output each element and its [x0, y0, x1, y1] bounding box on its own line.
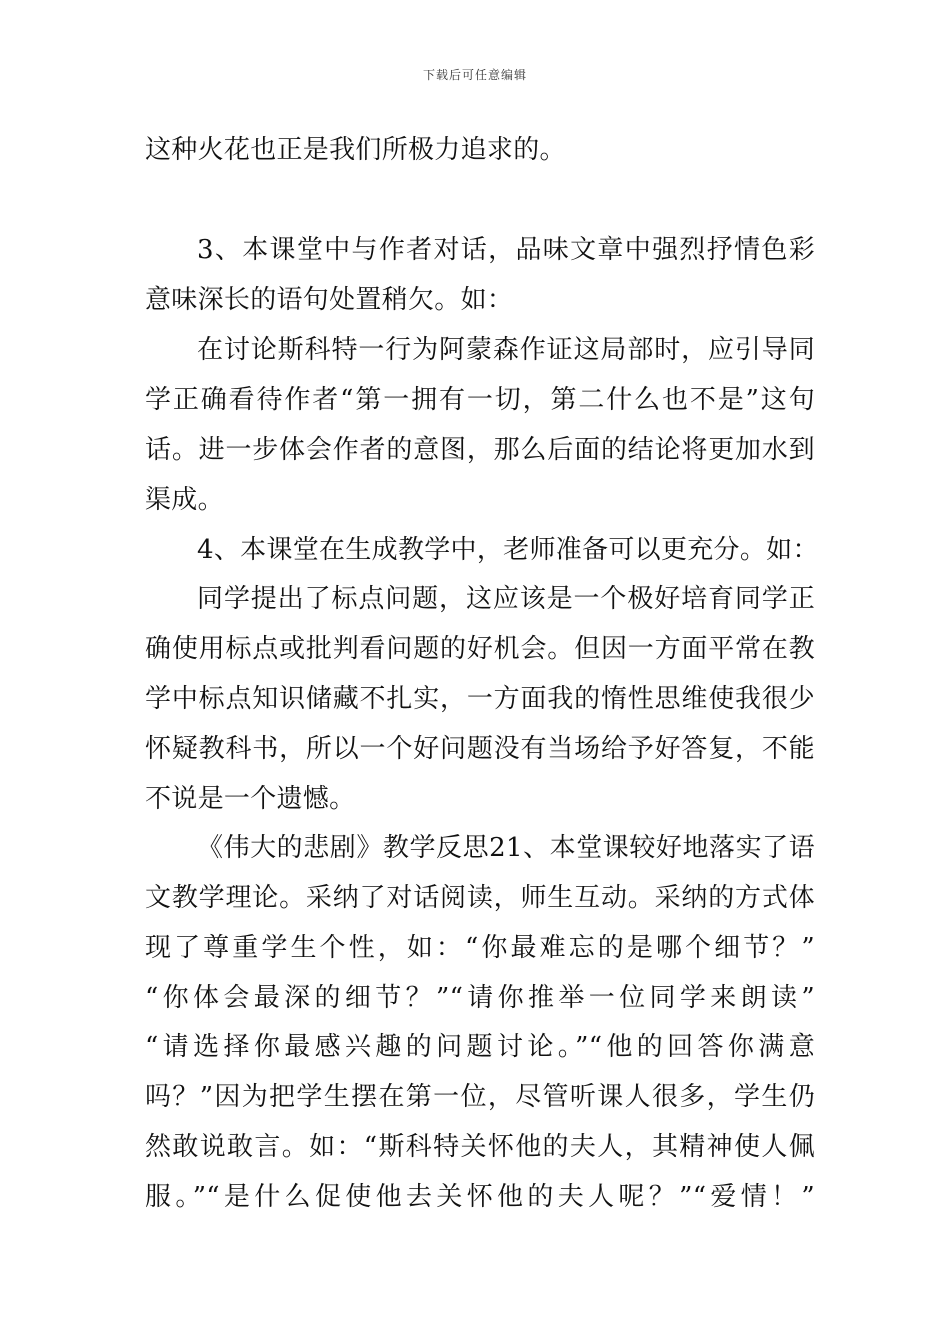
text-line: 在讨论斯科特一行为阿蒙森作证这局部时，应引导同	[197, 335, 815, 365]
text-line: 确使用标点或批判看问题的好机会。但因一方面平常在教	[145, 634, 815, 664]
text-line: 同学提出了标点问题，这应该是一个极好培育同学正	[197, 584, 815, 614]
text-line: 怀疑教科书，所以一个好问题没有当场给予好答复，不能	[145, 734, 815, 764]
text-line: 渠成。	[145, 485, 224, 515]
text-line: 3、本课堂中与作者对话，品味文章中强烈抒情色彩	[197, 235, 815, 265]
text-line: 服。”“是什么促使他去关怀他的夫人呢？”“爱情！”	[145, 1182, 815, 1212]
text-line: 《伟大的悲剧》教学反思21、本堂课较好地落实了语	[197, 833, 815, 863]
text-line: 4、本课堂在生成教学中，老师准备可以更充分。如：	[197, 535, 819, 565]
text-line: 然敢说敢言。如：“斯科特关怀他的夫人，其精神使人佩	[145, 1132, 815, 1162]
text-line: 现了尊重学生个性，如：“你最难忘的是哪个细节？”	[145, 933, 815, 963]
text-line: 文教学理论。采纳了对话阅读，师生互动。采纳的方式体	[145, 883, 815, 913]
text-line: 这种火花也正是我们所极力追求的。	[145, 135, 566, 165]
page-header: 下载后可任意编辑	[422, 68, 527, 82]
text-line: “你体会最深的细节？”“请你推举一位同学来朗读”	[145, 983, 815, 1013]
text-line: 意味深长的语句处置稍欠。如：	[145, 285, 514, 315]
text-line: “请选择你最感兴趣的问题讨论。”“他的回答你满意	[145, 1032, 815, 1062]
text-line: 吗？”因为把学生摆在第一位，尽管听课人很多，学生仍	[145, 1082, 815, 1112]
text-line: 学正确看待作者“第一拥有一切，第二什么也不是”这句	[145, 385, 815, 415]
text-line: 不说是一个遗憾。	[145, 784, 356, 814]
text-line: 学中标点知识储藏不扎实，一方面我的惰性思维使我很少	[145, 684, 815, 714]
text-line: 话。进一步体会作者的意图，那么后面的结论将更加水到	[145, 435, 815, 465]
